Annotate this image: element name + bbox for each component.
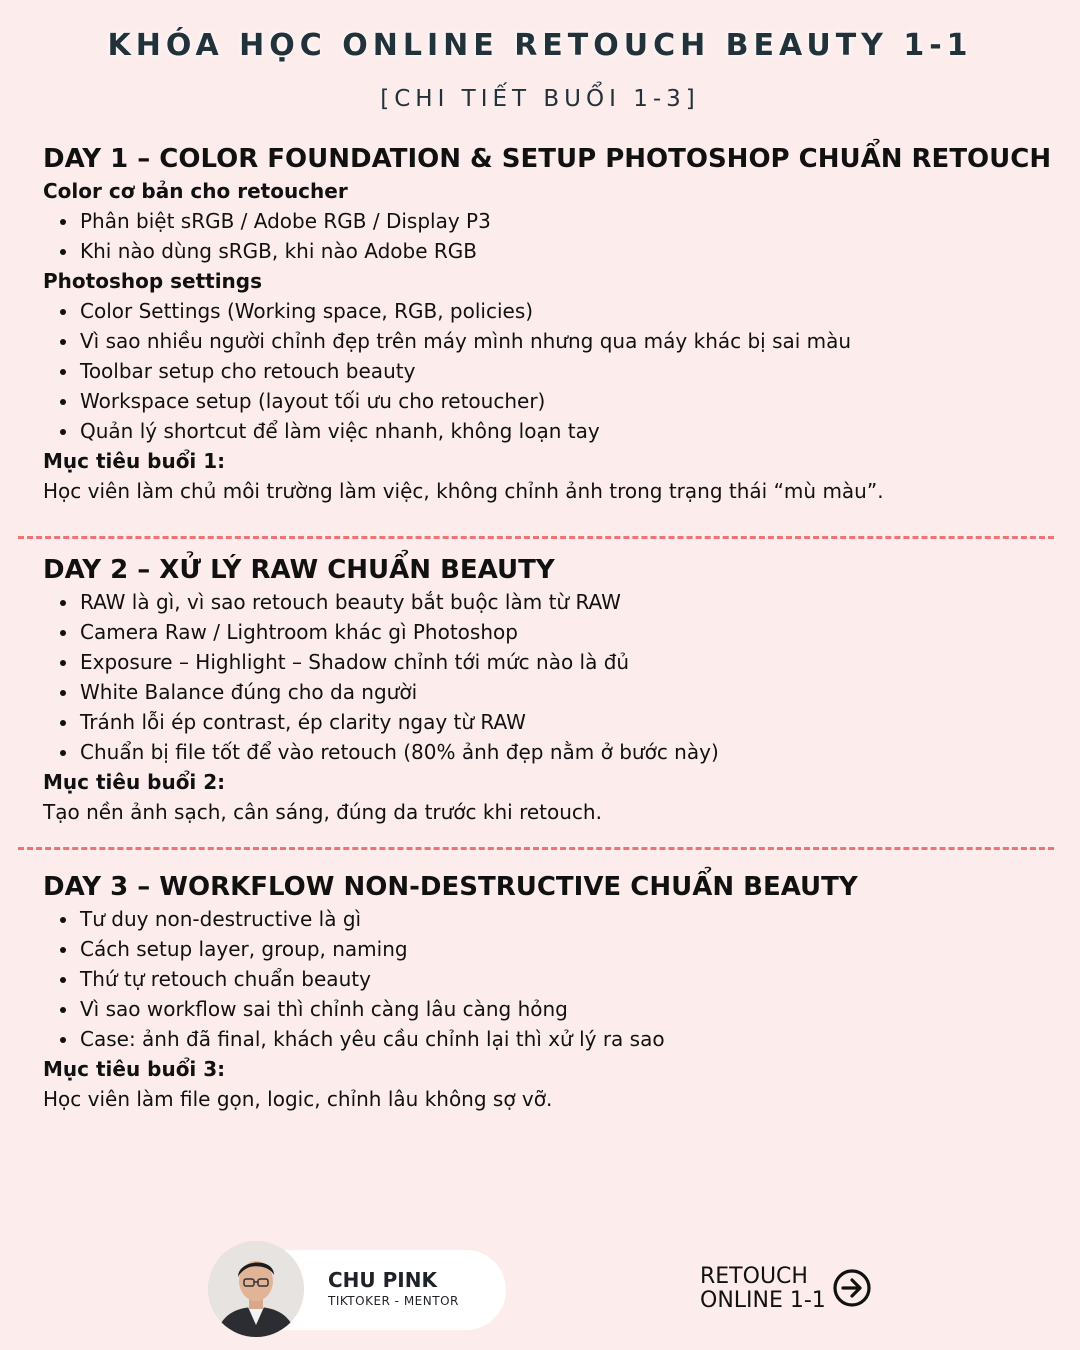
section-divider [18,847,1054,850]
author-role: TIKTOKER - MENTOR [328,1294,459,1308]
day-1-section [43,142,1053,506]
day-2-heading: DAY 2 – XỬ LÝ RAW CHUẨN BEAUTY [43,555,555,585]
list-item: Tư duy non-destructive là gì [80,904,1053,934]
list-item: Workspace setup (layout tối ưu cho retoucher) [80,386,1053,416]
list-item: Toolbar setup cho retouch beauty [80,356,1053,386]
list-item: Quản lý shortcut để làm việc nhanh, không loạn tay [80,416,1053,446]
day-1-goal-label: Mục tiêu buổi 1: [43,449,226,473]
day-3-goal-label: Mục tiêu buổi 3: [43,1057,226,1081]
avatar-portrait-icon [208,1241,304,1337]
list-item: Camera Raw / Lightroom khác gì Photoshop [80,617,1053,647]
list-item: Phân biệt sRGB / Adobe RGB / Display P3 [80,206,1053,236]
day-3-heading: DAY 3 – WORKFLOW NON-DESTRUCTIVE CHUẨN BEAUTY [43,872,858,902]
list-item: Vì sao nhiều người chỉnh đẹp trên máy mình nhưng qua máy khác bị sai màu [80,326,1053,356]
list-item: Thứ tự retouch chuẩn beauty [80,964,1053,994]
day-1-group-2-title: Photoshop settings [43,269,263,293]
day-2-list [43,587,1053,767]
list-item: Exposure – Highlight – Shadow chỉnh tới mức nào là đủ [80,647,1053,677]
list-item: Tránh lỗi ép contrast, ép clarity ngay từ RAW [80,707,1053,737]
list-item: Khi nào dùng sRGB, khi nào Adobe RGB [80,236,1053,266]
list-item: White Balance đúng cho da người [80,677,1053,707]
arrow-right-circle-icon[interactable] [832,1268,872,1308]
cta-line-2: ONLINE 1-1 [700,1288,826,1313]
day-1-group-1-title: Color cơ bản cho retoucher [43,179,348,203]
list-item: Chuẩn bị file tốt để vào retouch (80% ảnh đẹp nằm ở bước này) [80,737,1053,767]
author-name: CHU PINK [328,1268,437,1292]
page-title: KHÓA HỌC ONLINE RETOUCH BEAUTY 1-1 [107,28,973,63]
list-item: Cách setup layer, group, naming [80,934,1053,964]
day-3-section [43,870,1053,1114]
avatar [208,1241,304,1337]
day-2-goal-label: Mục tiêu buổi 2: [43,770,226,794]
list-item: Color Settings (Working space, RGB, policies) [80,296,1053,326]
cta-line-1: RETOUCH [700,1264,808,1289]
day-1-group-1-list [43,206,1053,266]
day-3-list [43,904,1053,1054]
day-1-heading: DAY 1 – COLOR FOUNDATION & SETUP PHOTOSHOP CHUẨN RETOUCH [43,144,1052,174]
day-2-goal-text: Tạo nền ảnh sạch, cân sáng, đúng da trước khi retouch. [43,800,602,824]
list-item: RAW là gì, vì sao retouch beauty bắt buộc làm từ RAW [80,587,1053,617]
section-divider [18,536,1054,539]
page-subtitle: [CHI TIẾT BUỔI 1-3] [380,86,700,112]
list-item: Case: ảnh đã final, khách yêu cầu chỉnh lại thì xử lý ra sao [80,1024,1053,1054]
day-1-goal-text: Học viên làm chủ môi trường làm việc, không chỉnh ảnh trong trạng thái “mù màu”. [43,479,884,503]
list-item: Vì sao workflow sai thì chỉnh càng lâu càng hỏng [80,994,1053,1024]
cta-link[interactable] [700,1265,826,1313]
day-2-section [43,553,1053,827]
day-1-group-2-list [43,296,1053,446]
day-3-goal-text: Học viên làm file gọn, logic, chỉnh lâu không sợ vỡ. [43,1087,553,1111]
